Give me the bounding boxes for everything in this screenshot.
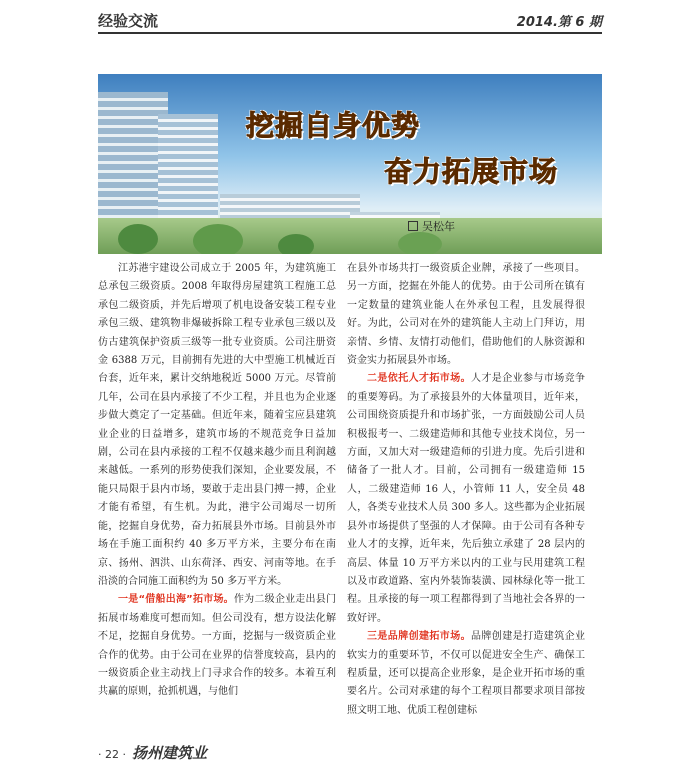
tree-graphic [118, 224, 158, 254]
ground-graphic [98, 218, 602, 254]
paragraph [347, 370, 585, 628]
paragraph [98, 591, 336, 701]
magazine-brand: 扬州建筑业 [131, 744, 207, 762]
paragraph [347, 628, 585, 720]
paragraph-body: 人才是企业参与市场竞争的重要筹码。为了承接县外的大体量项目，近年来，公司围绕资质提升和市场扩张，一方面鼓励公司人员积极报考一、二级建造师和其他专业技术岗位，另一方面，又加大对一级建造师的引进力度。先后引进和储备了一批人才。目前，公司拥有一级建造师 15 人，二级建造师 16 人，小管师 11 人，安全员 48 人，各类专业技术人员 300 多人。这些都为企业拓展县外市场提供了坚强的人才保障。由于公司有各种专业人才的支撑，近年来，先后独立承建了 28 层内的高层、体量 10 万平方米以内的工业与民用建筑工程以及市政道路、室内外装饰装潢、园林绿化等一批工程。且承接的每一项工程都得到了当地社会各界的一致好评。 [347, 373, 585, 624]
author-name: 吴松年 [422, 220, 455, 233]
tree-graphic [193, 224, 243, 254]
paragraph-heading: 一是“借船出海”拓市场。 [118, 594, 234, 606]
paragraph: 在县外市场共打一级资质企业牌，承接了一些项目。另一方面，挖掘在外能人的优势。由于公司所在镇有一定数量的建筑业能人在外承包工程，且发展得很好。为此，公司对在外的建筑能人主动上门拜访，用亲情、乡情、友情打动他们，借助他们的人脉资源和资金实力拓展县外市场。 [347, 263, 585, 367]
paragraph-heading: 三是品牌创建拓市场。 [367, 631, 471, 643]
author-byline [408, 218, 455, 234]
section-label: 经验交流 [98, 12, 159, 30]
header-rule [98, 32, 602, 34]
tree-graphic [398, 232, 442, 254]
page-number: · 22 · [98, 748, 126, 761]
paragraph-body: 作为二级企业走出县门拓展市场难度可想而知。但公司没有，想方设法化解不足，挖掘自身优势。一方面，挖掘与一级资质企业合作的优势。由于公司在业界的信誉度较高，县内的一级资质企业主动找上门寻求合作的较多。本着互利共赢的原则，抢抓机遇，与他们 [98, 594, 336, 698]
text-column-left [98, 260, 336, 702]
paragraph-heading: 二是依托人才拓市场。 [367, 373, 471, 385]
page-header [98, 8, 602, 32]
checkbox-icon [408, 221, 418, 231]
building-graphic [158, 114, 218, 234]
issue-label: 2014.第 6 期 [516, 15, 602, 30]
page-footer [98, 742, 338, 762]
tree-graphic [278, 234, 314, 254]
text-column-right [347, 260, 585, 720]
paragraph: 江苏港宇建设公司成立于 2005 年，为建筑施工总承包三级资质。2008 年取得房屋建筑工程施工总承包二级资质，并先后增项了机电设备安装工程专业承包三级、建筑物非爆破拆除工程专业承包三级以及仿古建筑保护资质三级等一批专业资质。公司注册资金 6388 万元，目前拥有先进的大中型施工机械近百台套，近年来，累计交纳地税近 5000 万元。尽管前几年，公司在县内承接了不少工程，并且也为企业逐步做大奠定了一定基础。但近年来，随着宝应县建筑业企业的日益增多，建筑市场的不规范竞争日益加剧，公司在县内承接的工程不仅越来越少而且利润越来越低。一系列的形势使我们深知，企业要发展，不能只局限于县内市场，要敢于走出县门搏一搏，企业才能有希望，有生机。为此，港宇公司竭尽一切所能，挖掘自身优势，奋力拓展县外市场。目前县外市场在手施工面积约 40 多万平方米，主要分布在南京、扬州、泗洪、山东荷泽、西安、河南等地。在手沿淡的合同施工面积约为 50 多万平方米。 [98, 263, 336, 587]
article-title-line1: 挖掘自身优势 [246, 109, 421, 142]
paragraph-body: 品牌创建是打造建筑企业软实力的重要环节，不仅可以促进安全生产、确保工程质量，还可以提高企业形象，是企业开拓市场的重要名片。公司对承建的每个工程项目都要求项目部按照文明工地、优质工程创建标 [347, 631, 585, 716]
article-title-line2: 奋力拓展市场 [384, 155, 559, 188]
